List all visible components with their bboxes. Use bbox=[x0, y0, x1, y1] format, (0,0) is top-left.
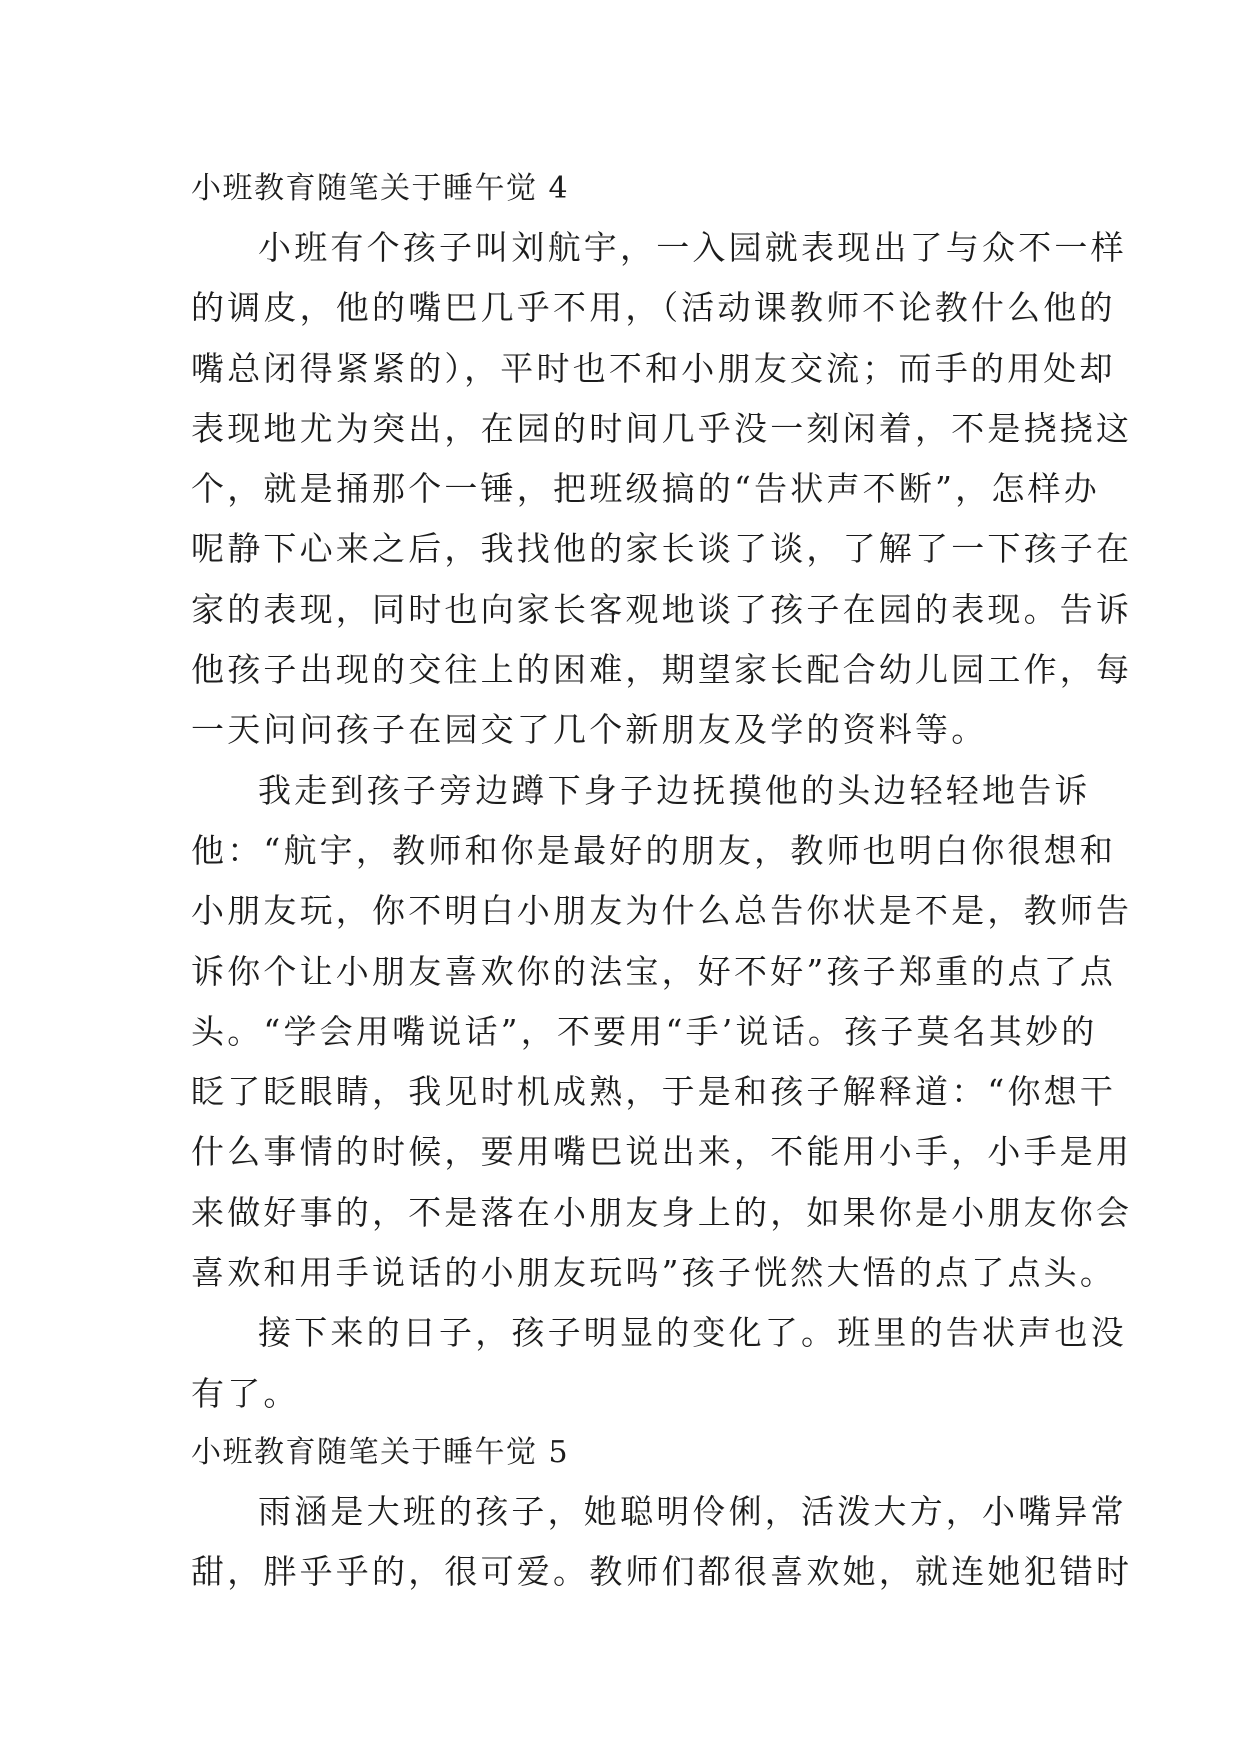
text-line: 呢静下心来之后，我找他的家长谈了谈，了解了一下孩子在 bbox=[191, 529, 1133, 569]
text-line: 嘴总闭得紧紧的），平时也不和小朋友交流；而手的用处却 bbox=[191, 348, 1116, 388]
text-line: 的调皮，他的嘴巴几乎不用，（活动课教师不论教什么他的 bbox=[191, 288, 1116, 328]
document-body bbox=[191, 160, 1133, 1603]
text-line: 小班有个孩子叫刘航宇，一入园就表现出了与众不一样 bbox=[258, 228, 1127, 267]
text-line: 他：“航宇，教师和你是最好的朋友，教师也明白你很想和 bbox=[191, 830, 1117, 870]
text-line: 诉你个让小朋友喜欢你的法宝，好不好”孩子郑重的点了点 bbox=[191, 951, 1117, 991]
text-line: 喜欢和用手说话的小朋友玩吗”孩子恍然大悟的点了点头。 bbox=[191, 1253, 1117, 1293]
text-line: 雨涵是大班的孩子，她聪明伶俐，活泼大方，小嘴异常 bbox=[258, 1491, 1127, 1531]
text-line: 甜，胖乎乎的，很可爱。教师们都很喜欢她，就连她犯错时 bbox=[191, 1552, 1133, 1592]
text-line: 我走到孩子旁边蹲下身子边抚摸他的头边轻轻地告诉 bbox=[258, 770, 1091, 810]
section-heading: 小班教育随笔关于睡午觉 4 bbox=[191, 171, 570, 206]
text-line: 他孩子出现的交往上的困难，期望家长配合幼儿园工作，每 bbox=[191, 650, 1133, 690]
text-line: 有了。 bbox=[191, 1373, 300, 1413]
text-line: 表现地尤为突出，在园的时间几乎没一刻闲着，不是挠挠这 bbox=[191, 408, 1133, 448]
text-line: 眨了眨眼睛，我见时机成熟，于是和孩子解释道：“你想干 bbox=[191, 1072, 1117, 1112]
paragraph bbox=[191, 218, 1133, 761]
paragraph bbox=[191, 1303, 1127, 1424]
text-line: 小朋友玩，你不明白小朋友为什么总告你状是不是，教师告 bbox=[191, 891, 1133, 931]
text-line: 个，就是捅那个一锤，把班级搞的“告状声不断”，怎样办 bbox=[191, 469, 1100, 509]
text-line: 接下来的日子，孩子明显的变化了。班里的告状声也没 bbox=[258, 1313, 1127, 1353]
text-line: 头。“学会用嘴说话”，不要用“手’说话。孩子莫名其妙的 bbox=[191, 1011, 1098, 1051]
paragraph bbox=[191, 1482, 1133, 1603]
text-line: 家的表现，同时也向家长客观地谈了孩子在园的表现。告诉 bbox=[191, 589, 1133, 629]
text-line: 来做好事的，不是落在小朋友身上的，如果你是小朋友你会 bbox=[191, 1192, 1133, 1232]
text-line: 什么事情的时候，要用嘴巴说出来，不能用小手，小手是用 bbox=[191, 1132, 1133, 1172]
section-heading: 小班教育随笔关于睡午觉 5 bbox=[191, 1434, 570, 1470]
paragraph bbox=[191, 761, 1133, 1304]
text-line: 一天问问孩子在园交了几个新朋友及学的资料等。 bbox=[191, 710, 988, 750]
